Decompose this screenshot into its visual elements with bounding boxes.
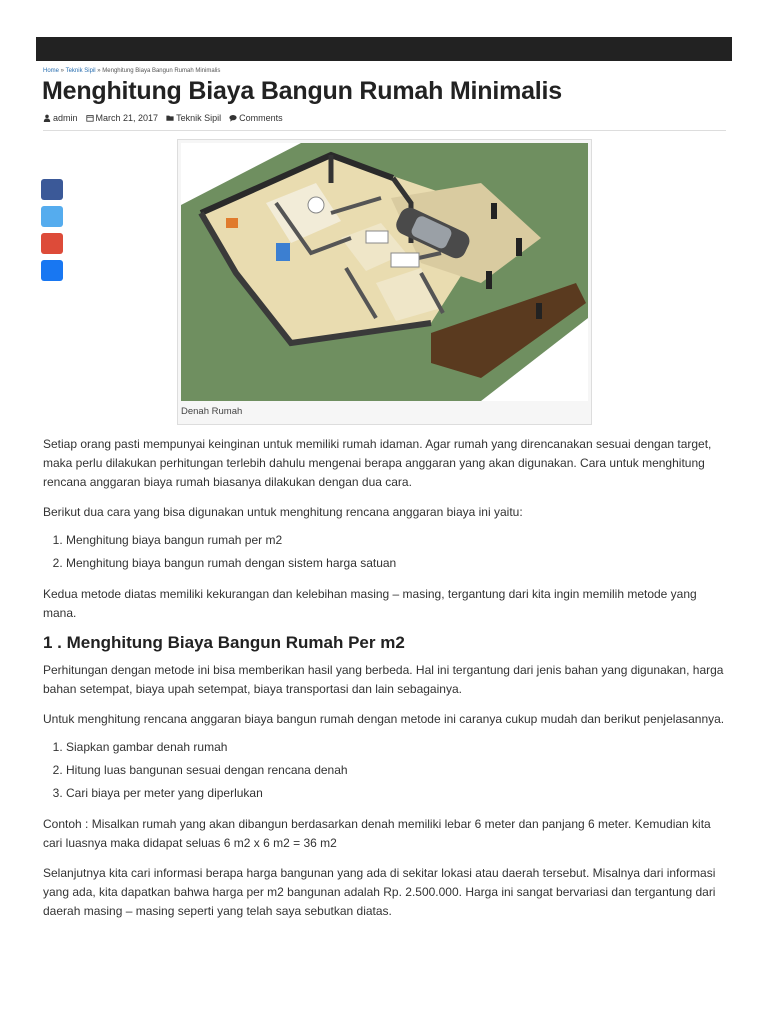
post-comments-text: Comments xyxy=(239,113,283,123)
floor-plan-image xyxy=(181,143,588,401)
folder-icon xyxy=(166,114,174,122)
user-icon xyxy=(43,114,51,122)
article-paragraph: Contoh : Misalkan rumah yang akan dibangun berdasarkan denah memiliki lebar 6 meter dan panjang 6 meter. Kemudian kita cari luasnya maka didapat seluas 6 m2 x 6 m2 = 36 m2 xyxy=(43,817,711,850)
article-paragraph: Perhitungan dengan metode ini bisa memberikan hasil yang berbeda. Hal ini tergantung dari jenis bahan yang digunakan, harga bahan setempat, biaya upah setempat, biaya transportasi dan lain sebagainya. xyxy=(43,663,724,696)
breadcrumb-current: Menghitung Biaya Bangun Rumah Minimalis xyxy=(102,68,221,74)
twitter-share-button[interactable] xyxy=(41,206,63,227)
title-divider xyxy=(43,130,726,131)
steps-list xyxy=(43,736,733,805)
more-share-button[interactable] xyxy=(41,260,63,281)
calendar-icon xyxy=(86,114,94,122)
breadcrumb-separator: » xyxy=(59,68,66,74)
post-date-text: March 21, 2017 xyxy=(95,113,159,123)
breadcrumb-category-link[interactable]: Teknik Sipil xyxy=(65,68,96,74)
post-author-name: admin xyxy=(53,113,78,123)
figure-caption: Denah Rumah xyxy=(181,406,243,417)
list-item: 2. Hitung luas bangunan sesuai dengan rencana denah xyxy=(66,759,733,782)
section-heading: 1 . Menghitung Biaya Bangun Rumah Per m2 xyxy=(43,633,405,652)
post-comments-link[interactable] xyxy=(229,113,283,123)
article-paragraph: Kedua metode diatas memiliki kekurangan dan kelebihan masing – masing, tergantung dari kita ingin memilih metode yang mana. xyxy=(43,587,697,620)
article-paragraph: Untuk menghitung rencana anggaran biaya bangun rumah dengan metode ini caranya cukup mudah dan berikut penjelasannya. xyxy=(43,712,725,726)
floor-plan-figure xyxy=(177,139,592,425)
top-navigation-bar xyxy=(36,37,732,61)
breadcrumb-separator: » xyxy=(95,68,103,74)
breadcrumb-home-link[interactable]: Home xyxy=(43,68,60,74)
facebook-share-button[interactable] xyxy=(41,179,63,200)
post-category[interactable] xyxy=(166,113,221,123)
list-item: 1. Menghitung biaya bangun rumah per m2 xyxy=(66,529,733,552)
article-paragraph: Berikut dua cara yang bisa digunakan untuk menghitung rencana anggaran biaya ini yaitu: xyxy=(43,505,523,519)
google-plus-share-button[interactable] xyxy=(41,233,63,254)
page-title: Menghitung Biaya Bangun Rumah Minimalis xyxy=(42,77,563,105)
post-category-text: Teknik Sipil xyxy=(176,113,222,123)
comment-icon xyxy=(229,114,237,122)
article-paragraph: Selanjutnya kita cari informasi berapa harga bangunan yang ada di sekitar lokasi atau daerah tersebut. Misalnya dari informasi yang ada, kita dapatkan bahwa harga per m2 bangunan adalah Rp. 2.500.000. Harga ini sangat bervariasi dan tergantung dari daerah masing – masing seperti yang telah saya sebutkan diatas. xyxy=(43,866,716,918)
article-body xyxy=(43,435,733,921)
post-author[interactable] xyxy=(43,113,78,123)
list-item: 2. Menghitung biaya bangun rumah dengan sistem harga satuan xyxy=(66,552,733,575)
methods-list xyxy=(43,529,733,575)
post-meta xyxy=(43,113,283,123)
list-item: 3. Cari biaya per meter yang diperlukan xyxy=(66,782,733,805)
list-item: 1. Siapkan gambar denah rumah xyxy=(66,736,733,759)
breadcrumb xyxy=(43,68,220,74)
post-date xyxy=(86,113,159,123)
article-paragraph: Setiap orang pasti mempunyai keinginan untuk memiliki rumah idaman. Agar rumah yang direncanakan sesuai dengan target, maka perlu dilakukan perhitungan terlebih dahulu mengenai berapa anggaran yang akan digunakan. Cara untuk menghitung rencana anggaran biaya rumah biasanya dilakukan dengan dua cara. xyxy=(43,437,712,489)
